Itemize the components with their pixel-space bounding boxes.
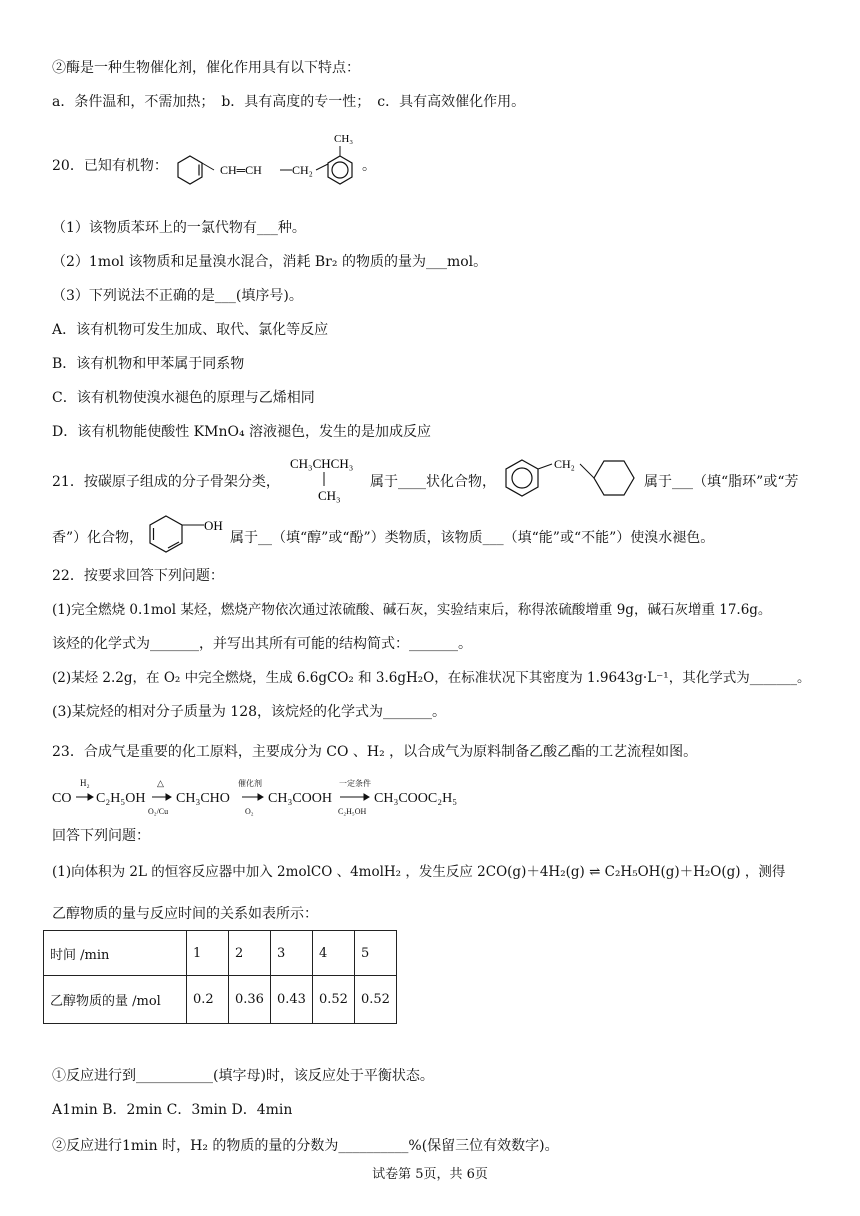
page-footer: 试卷第 5页，共 6页: [372, 1167, 488, 1182]
q21-diene-ring: [150, 516, 182, 552]
q22-p3: (3)某烷烃的相对分子质量为 128，该烷烃的化学式为_______。: [52, 704, 447, 720]
table-cell: 0.52: [355, 976, 397, 1024]
q23-qb: ②反应进行1min 时，H₂ 的物质的量的分数为__________%(保留三位有效数字)。: [52, 1138, 559, 1154]
q20-option-c: C．该有机物使溴水褪色的原理与乙烯相同: [52, 390, 315, 406]
ethanol-amount-table: [43, 930, 397, 1024]
flow-step-1: CO: [52, 791, 72, 806]
q23-p1: (1)向体积为 2L 的恒容反应器中加入 2molCO 、4molH₂ ，发生反应 2CO(g)＋4H₂(g) ⇌ C₂H₅OH(g)＋H₂O(g) ，测得: [52, 864, 786, 880]
q21-cyclohexane-ring: [594, 461, 634, 495]
q20-structure: [168, 128, 378, 198]
q23-flow-diagram: [52, 774, 512, 820]
bond-6: [580, 464, 594, 478]
flow-step-3: CH₃CHO: [176, 791, 230, 806]
enzyme-features: a．条件温和，不需加热； b．具有高度的专一性； c．具有高效催化作用。: [52, 94, 526, 110]
table-cell: 0.52: [313, 976, 355, 1024]
q20-sub2: （2）1mol 该物质和足量溴水混合，消耗 Br₂ 的物质的量为___mol。: [52, 254, 488, 270]
flow-arrow-3-top: 催化剂: [238, 779, 262, 788]
table-header-ethanol: 乙醇物质的量 /mol: [44, 976, 187, 1024]
table-cell: 0.43: [271, 976, 313, 1024]
q22-title: 22．按要求回答下列问题：: [52, 568, 224, 584]
q21-benzene-ring: [506, 460, 538, 496]
flow-arrow-4-top: 一定条件: [339, 779, 371, 788]
q23-p1b: 乙醇物质的量与反应时间的关系如表所示：: [52, 906, 318, 922]
flow-arrow-1-top: H₂: [80, 778, 90, 788]
enzyme-intro: ②酶是一种生物催化剂，催化作用具有以下特点：: [52, 60, 360, 76]
table-cell: 2: [229, 931, 271, 976]
q21-line2-start: 香”）化合物，: [52, 530, 144, 546]
table-cell: 3: [271, 931, 313, 976]
q21-ch2-label: CH₂: [554, 457, 575, 471]
table-header-time: 时间 /min: [44, 931, 187, 976]
q22-p1b: 该烃的化学式为_______，并写出其所有可能的结构简式：_______。: [52, 636, 472, 652]
table-cell: 0.36: [229, 976, 271, 1024]
bond-3: [316, 164, 328, 170]
q20-stem-end: 。: [362, 158, 376, 174]
q20-sub3: （3）下列说法不正确的是___(填序号)。: [52, 288, 303, 304]
isobutane-top: CH₃CHCH₃: [290, 456, 354, 471]
bond-1: [202, 163, 214, 170]
flow-arrow-2-top: △: [157, 778, 164, 788]
flow-arrow-2-bottom: O₂/Cu: [148, 807, 169, 816]
bond-5: [538, 464, 552, 469]
q21-cyclohexadienol: [144, 508, 234, 560]
flow-step-2: C₂H₅OH: [96, 791, 146, 806]
q23-stem: 23．合成气是重要的化工原料，主要成分为 CO 、H₂ ，以合成气为原料制备乙酸乙酯的工艺流程如图。: [52, 744, 698, 760]
q21-part3: 属于___（填“脂环”或“芳: [644, 474, 799, 490]
q20-stem: 20．已知有机物：: [52, 158, 168, 174]
table-cell: 4: [313, 931, 355, 976]
q20-option-d: D．该有机物能使酸性 KMnO₄ 溶液褪色，发生的是加成反应: [52, 424, 432, 440]
flow-step-5: CH₃COOC₂H₅: [374, 791, 458, 806]
q22-p1: (1)完全燃烧 0.1mol 某烃，燃烧产物依次通过浓硫酸、碱石灰，实验结束后，称得浓硫酸增重 9g，碱石灰增重 17.6g。: [52, 602, 772, 618]
q21-isobutane: [288, 452, 372, 504]
q20-label-ch3: CH₃: [334, 133, 354, 145]
flow-step-4: CH₃COOH: [268, 791, 332, 806]
q21-benzyl-cyclohexane: [498, 452, 646, 504]
q20-label-ch-ch: CH═CH: [220, 163, 262, 177]
table-cell: 5: [355, 931, 397, 976]
q20-ring-left: [178, 156, 202, 184]
q21-line2-end: 属于__（填“醇”或“酚”）类物质，该物质___（填“能”或“不能”）使溴水褪色。: [230, 530, 715, 546]
table-row: [44, 931, 397, 976]
q20-benzene-ring: [328, 156, 352, 184]
table-cell: 0.2: [187, 976, 229, 1024]
q23-qa-options: A1min B．2min C．3min D．4min: [52, 1102, 293, 1118]
q21-part1: 21．按碳原子组成的分子骨架分类，: [52, 474, 280, 490]
flow-arrow-4-bottom: C₂H₅OH: [338, 807, 367, 816]
q21-part2: 属于____状化合物，: [370, 474, 496, 490]
q23-qa: ①反应进行到___________(填字母)时，该反应处于平衡状态。: [52, 1068, 434, 1084]
q23-answer-intro: 回答下列问题：: [52, 828, 150, 844]
q20-option-a: A．该有机物可发生加成、取代、氯化等反应: [52, 322, 329, 338]
flow-arrow-3-bottom: O₂: [245, 807, 254, 816]
q20-option-b: B．该有机物和甲苯属于同系物: [52, 356, 245, 372]
isobutane-bottom: CH₃: [318, 488, 341, 503]
q22-p2: (2)某烃 2.2g，在 O₂ 中完全燃烧，生成 6.6gCO₂ 和 3.6gH₂O，在标准状况下其密度为 1.9643g·L⁻¹，其化学式为_______。: [52, 670, 811, 686]
q20-label-ch2: CH₂: [292, 163, 313, 177]
q21-oh-label: OH: [204, 518, 223, 533]
q20-sub1: （1）该物质苯环上的一氯代物有___种。: [52, 220, 306, 236]
table-row: [44, 976, 397, 1024]
table-cell: 1: [187, 931, 229, 976]
